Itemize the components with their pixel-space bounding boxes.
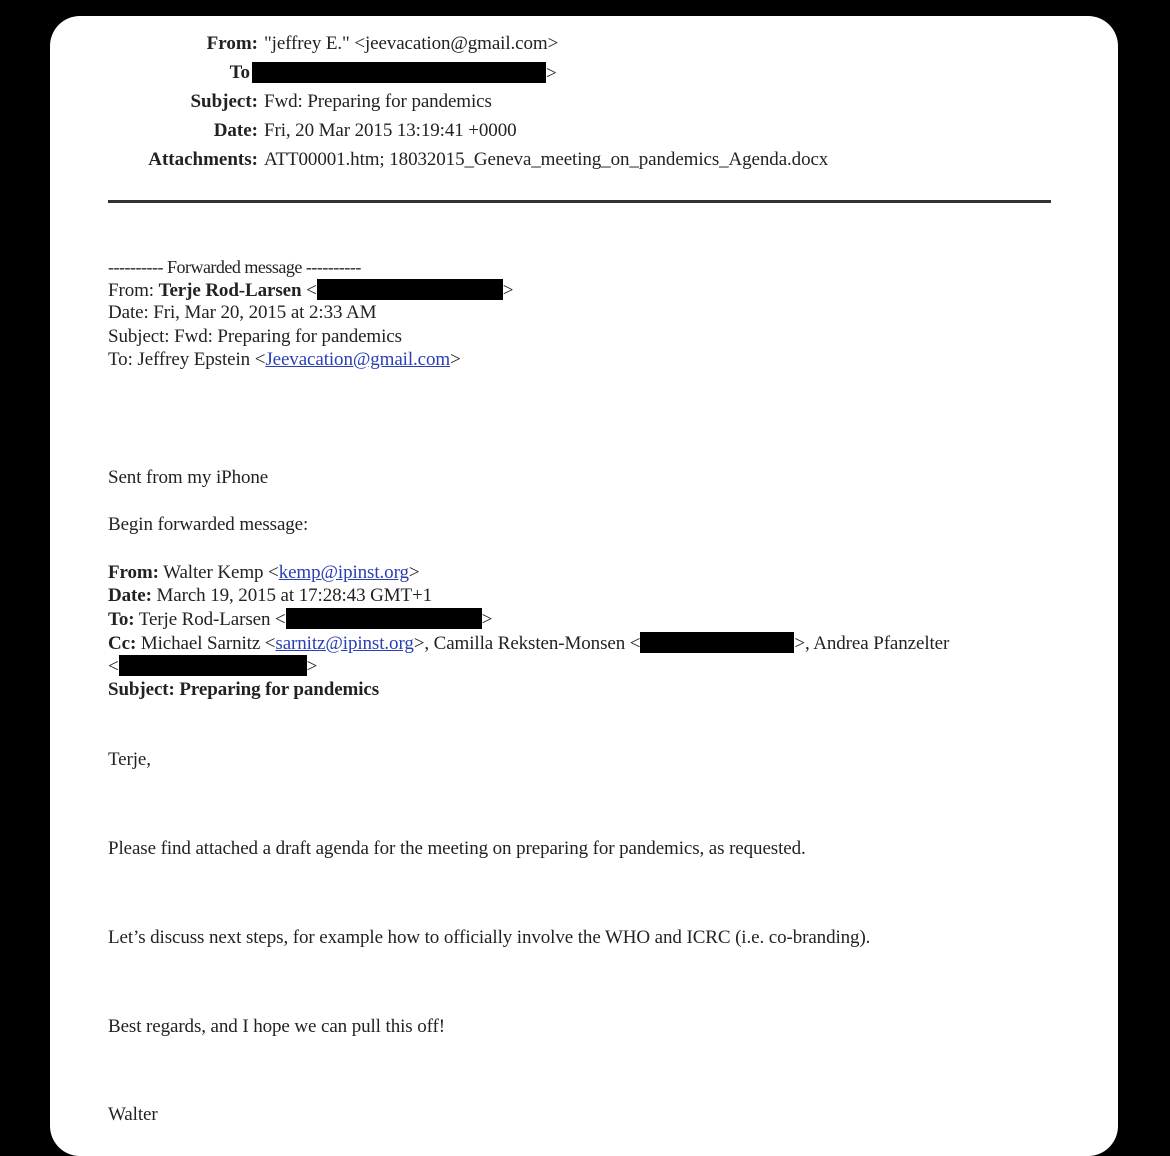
body-signature: Walter xyxy=(108,1104,158,1125)
forwarded-to-prefix: To: Jeffrey Epstein < xyxy=(108,349,266,370)
forwarded-subject-line: Subject: Fwd: Preparing for pandemics xyxy=(108,326,402,347)
body-paragraph-2: Let’s discuss next steps, for example how to officially involve the WHO and ICRC (i.e. co-branding). xyxy=(108,927,871,948)
forwarded-marker: ---------- Forwarded message ---------- xyxy=(108,257,361,277)
header-subject-value: Fwd: Preparing for pandemics xyxy=(264,91,492,112)
forwarded-to-line xyxy=(108,349,461,371)
inner-date-label: Date: xyxy=(108,585,152,606)
inner-cc-email-link[interactable]: sarnitz@ipinst.org xyxy=(275,633,414,654)
forwarded-from-label: From: xyxy=(108,280,159,301)
forwarded-date-line: Date: Fri, Mar 20, 2015 at 2:33 AM xyxy=(108,302,377,323)
forwarded-from-open: < xyxy=(301,280,317,301)
header-to-tail: > xyxy=(546,63,557,84)
begin-forwarded-line: Begin forwarded message: xyxy=(108,514,309,535)
inner-date-line xyxy=(108,585,432,607)
redaction-bar xyxy=(640,632,794,653)
inner-cc-label: Cc: xyxy=(108,633,137,654)
forwarded-from-name: Terje Rod-Larsen xyxy=(158,280,302,301)
inner-to-line xyxy=(108,608,492,631)
header-from-label: From: xyxy=(206,33,258,54)
body-paragraph-1: Please find attached a draft agenda for the meeting on preparing for pandemics, as requested. xyxy=(108,838,806,859)
inner-subject-line xyxy=(108,679,379,701)
header-subject-label: Subject: xyxy=(190,91,258,112)
inner-date-value: March 19, 2015 at 17:28:43 GMT+1 xyxy=(151,585,433,606)
sent-from-line: Sent from my iPhone xyxy=(108,467,269,488)
header-date-label: Date: xyxy=(213,120,258,141)
inner-from-email-link[interactable]: kemp@ipinst.org xyxy=(278,562,409,583)
forwarded-from-close: > xyxy=(502,280,514,301)
forwarded-to-email-link[interactable]: Jeevacation@gmail.com xyxy=(265,349,451,370)
header-attachments-label: Attachments: xyxy=(148,149,258,170)
redaction-bar xyxy=(252,62,546,83)
header-from-value: "jeffrey E." <jeevacation@gmail.com> xyxy=(264,33,559,54)
inner-subject-value: Preparing for pandemics xyxy=(174,679,380,700)
redaction-bar xyxy=(317,279,503,300)
header-divider xyxy=(108,200,1051,203)
inner-cc-name1: Michael Sarnitz < xyxy=(136,633,276,654)
header-to-label: To xyxy=(229,62,250,83)
redaction-bar xyxy=(286,608,482,629)
forwarded-from-line xyxy=(108,279,513,302)
inner-cc-open2: < xyxy=(108,656,119,677)
inner-from-line xyxy=(108,562,420,584)
inner-to-value: Terje Rod-Larsen < xyxy=(134,609,286,630)
inner-cc-mid: >, Camilla Reksten-Monsen < xyxy=(413,633,641,654)
header-to-value xyxy=(252,62,557,85)
forwarded-to-suffix: > xyxy=(450,349,461,370)
inner-from-value: Walter Kemp < xyxy=(158,562,279,583)
inner-cc-line xyxy=(108,632,949,655)
redaction-bar xyxy=(119,655,307,676)
inner-from-label: From: xyxy=(108,562,159,583)
header-date-value: Fri, 20 Mar 2015 13:19:41 +0000 xyxy=(264,120,517,141)
inner-cc-tail: >, Andrea Pfanzelter xyxy=(794,633,950,654)
body-paragraph-3: Best regards, and I hope we can pull this off! xyxy=(108,1016,445,1037)
inner-cc-close2: > xyxy=(306,656,318,677)
body-greeting: Terje, xyxy=(108,749,151,770)
inner-to-close: > xyxy=(481,609,493,630)
inner-to-label: To: xyxy=(108,609,135,630)
inner-cc-line-2 xyxy=(108,655,317,678)
header-attachments-value: ATT00001.htm; 18032015_Geneva_meeting_on_pandemics_Agenda.docx xyxy=(264,149,829,170)
inner-from-suffix: > xyxy=(408,562,420,583)
inner-subject-label: Subject: xyxy=(108,679,175,700)
